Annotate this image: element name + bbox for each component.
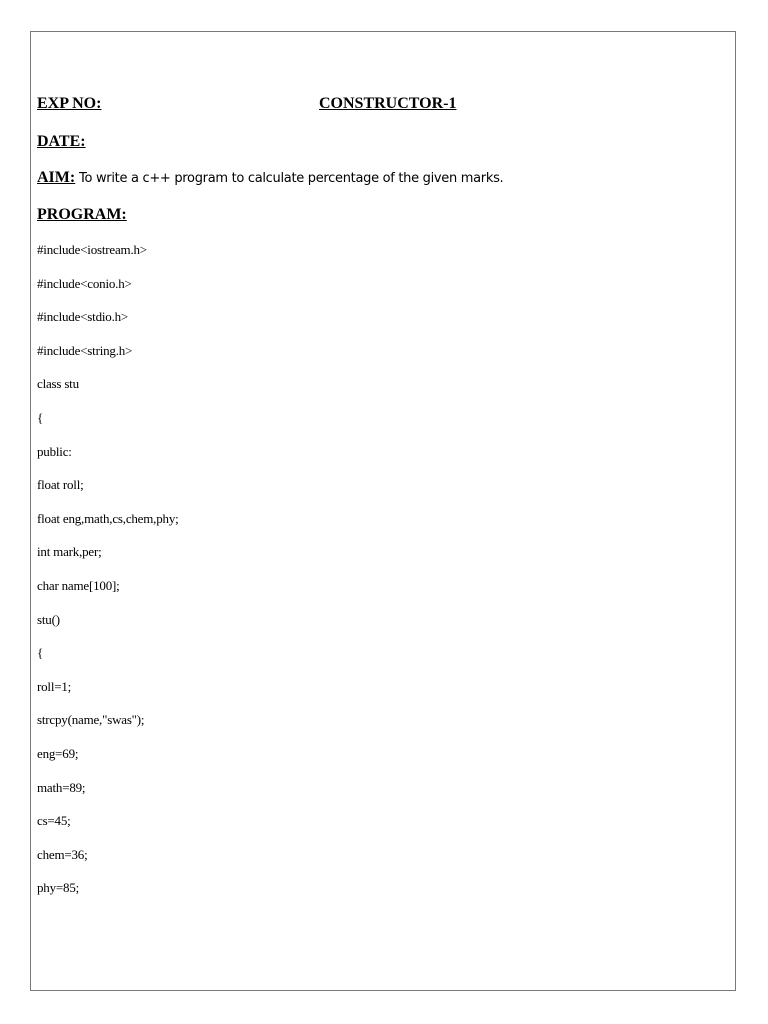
date-label: DATE: (37, 133, 86, 150)
code-line: char name[100]; (37, 578, 120, 593)
program-heading: PROGRAM: (37, 206, 127, 223)
code-line: { (37, 410, 44, 425)
code-line: #include<conio.h> (37, 275, 132, 291)
code-line: int mark,per; (37, 544, 102, 560)
aim-text: To write a c++ program to calculate percentage of the given marks. (75, 171, 504, 186)
code-line: cs=45; (37, 813, 71, 829)
code-line: math=89; (37, 779, 86, 795)
code-line: float roll; (37, 477, 84, 493)
code-line: { (37, 645, 44, 661)
aim-line (37, 168, 503, 189)
code-line: #include<iostream.h> (37, 242, 147, 257)
code-line: public: (37, 443, 72, 459)
code-line: stu() (37, 611, 60, 627)
code-line: eng=69; (37, 746, 79, 761)
code-line: #include<string.h> (37, 342, 133, 358)
code-line: chem=36; (37, 846, 88, 862)
code-line: #include<stdio.h> (37, 309, 129, 325)
exp-no-label: EXP NO: (37, 95, 102, 112)
document-title: CONSTRUCTOR-1 (319, 95, 457, 112)
code-line: strcpy(name,"swas"); (37, 712, 145, 728)
code-line: phy=85; (37, 880, 80, 896)
aim-label: AIM: (37, 169, 76, 186)
code-line: roll=1; (37, 678, 72, 694)
code-line: class stu (37, 376, 79, 392)
code-line: float eng,math,cs,chem,phy; (37, 510, 179, 526)
